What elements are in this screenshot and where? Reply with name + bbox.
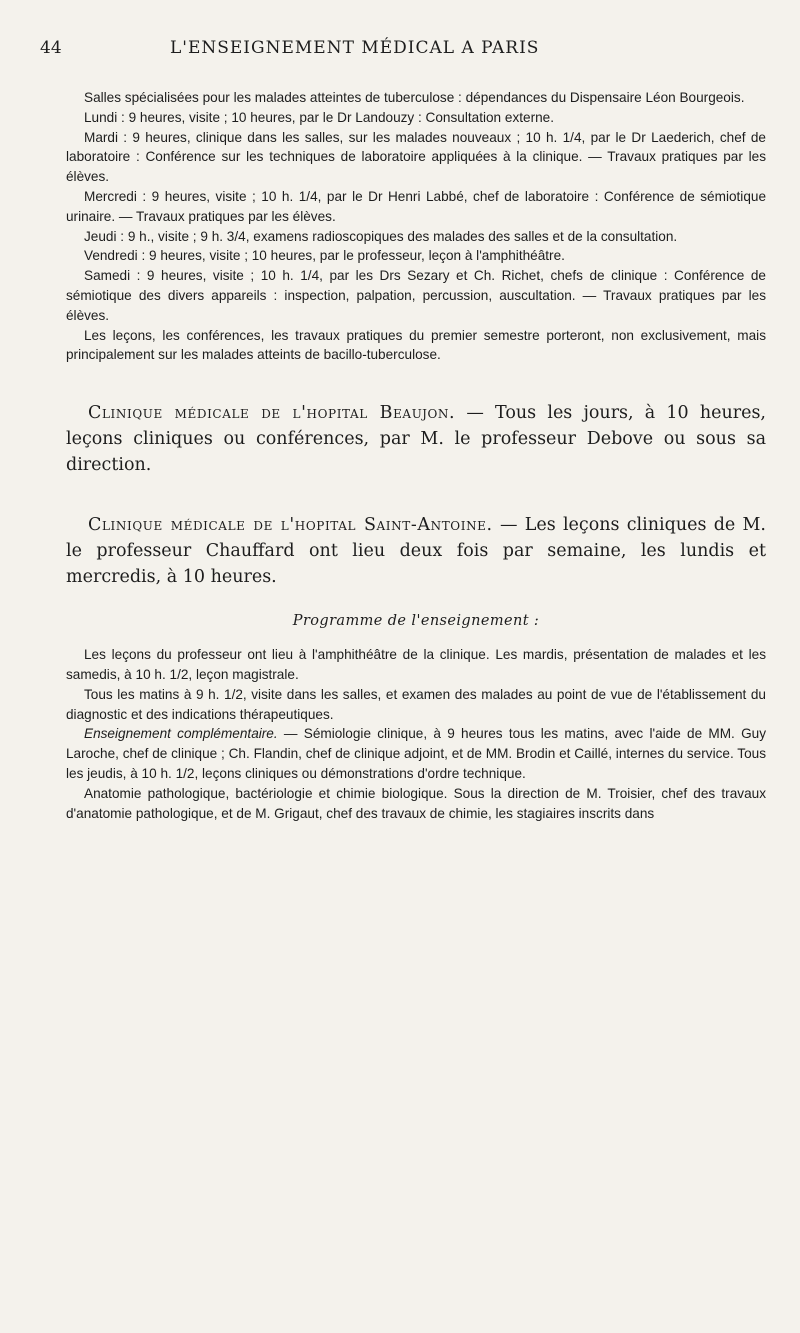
section-beaujon (66, 400, 766, 478)
page-header (40, 38, 760, 66)
beaujon-text: — Tous les jours, à 10 heures, leçons cliniques ou conférences, par M. le professeur Debove ou sous sa direction. (66, 403, 766, 476)
saint-antoine-heading: Clinique médicale de l'hopital Saint-Antoine. (88, 515, 493, 536)
schedule-lundi: Lundi : 9 heures, visite ; 10 heures, par le Dr Landouzy : Consultation externe. (84, 109, 555, 125)
tuberculose-schedule (66, 88, 766, 365)
running-title: L'ENSEIGNEMENT MÉDICAL A PARIS (170, 38, 540, 58)
programme-paragraph: Les leçons du professeur ont lieu à l'amphithéâtre de la clinique. Les mardis, présentation de malades et les samedis, à 10 h. 1/2, leçon magistrale. (66, 647, 766, 682)
page-number: 44 (40, 38, 62, 58)
programme-body (66, 645, 766, 823)
programme-paragraph: Tous les matins à 9 h. 1/2, visite dans les salles, et examen des malades au point de vue de l'établissement du diagnostic et des indications thérapeutiques. (66, 686, 766, 722)
beaujon-heading: Clinique médicale de l'hopital Beaujon. (88, 403, 456, 424)
page-body (66, 88, 766, 823)
complementaire-label: Enseignement complémentaire. (84, 726, 278, 742)
complementaire-text: — Sémiologie clinique, à 9 heures tous les matins, avec l'aide de MM. Guy Laroche, chef de clinique ; Ch. Flandin, chef de clinique adjoint, et de MM. Brodin et Caillé, internes du service. Tous les jeudis, à 10 h. 1/2, leçons cliniques ou démonstrations d'ordre technique. (66, 726, 767, 781)
programme-last-paragraph: Anatomie pathologique, bactériologie et chimie biologique. Sous la direction de M. Troisier, chef des travaux d'anatomie pathologique, et de M. Grigaut, chef des travaux de chimie, les stagiaires inscrits dans (66, 785, 766, 821)
section-saint-antoine (66, 512, 766, 590)
schedule-mardi: Mardi : 9 heures, clinique dans les salles, sur les malades nouveaux ; 10 h. 1/4, par le Dr Laederich, chef de laboratoire : Conférence sur les techniques de laboratoire appliquées à la clinique. — Travaux pratiques par les élèves. (66, 129, 766, 185)
schedule-jeudi: Jeudi : 9 h., visite ; 9 h. 3/4, examens radioscopiques des malades des salles et de la consultation. (84, 228, 678, 244)
schedule-mercredi: Mercredi : 9 heures, visite ; 10 h. 1/4, par le Dr Henri Labbé, chef de laboratoire : Conférence de sémiotique urinaire. — Travaux pratiques par les élèves. (66, 188, 766, 224)
tuberculose-closing: Les leçons, les conférences, les travaux pratiques du premier semestre porteront, non exclusivement, mais principalement sur les malades atteints de bacillo-tuberculose. (66, 327, 766, 363)
saint-antoine-text: — Les leçons cliniques de M. le professeur Chauffard ont lieu deux fois par semaine, les lundis et mercredis, à 10 heures. (66, 515, 766, 588)
schedule-vendredi: Vendredi : 9 heures, visite ; 10 heures, par le professeur, leçon à l'amphithéâtre. (84, 248, 565, 264)
programme-complementaire (66, 724, 766, 783)
programme-title: Programme de l'enseignement : (292, 613, 540, 630)
schedule-samedi: Samedi : 9 heures, visite ; 10 h. 1/4, par les Drs Sezary et Ch. Richet, chefs de clinique : Conférence de sémiotique des divers appareils : inspection, palpation, percussion, auscultation. — Travaux pratiques par les élèves. (66, 268, 766, 323)
tuberculose-intro: Salles spécialisées pour les malades atteintes de tuberculose : dépendances du Dispensaire Léon Bourgeois. (84, 90, 745, 105)
